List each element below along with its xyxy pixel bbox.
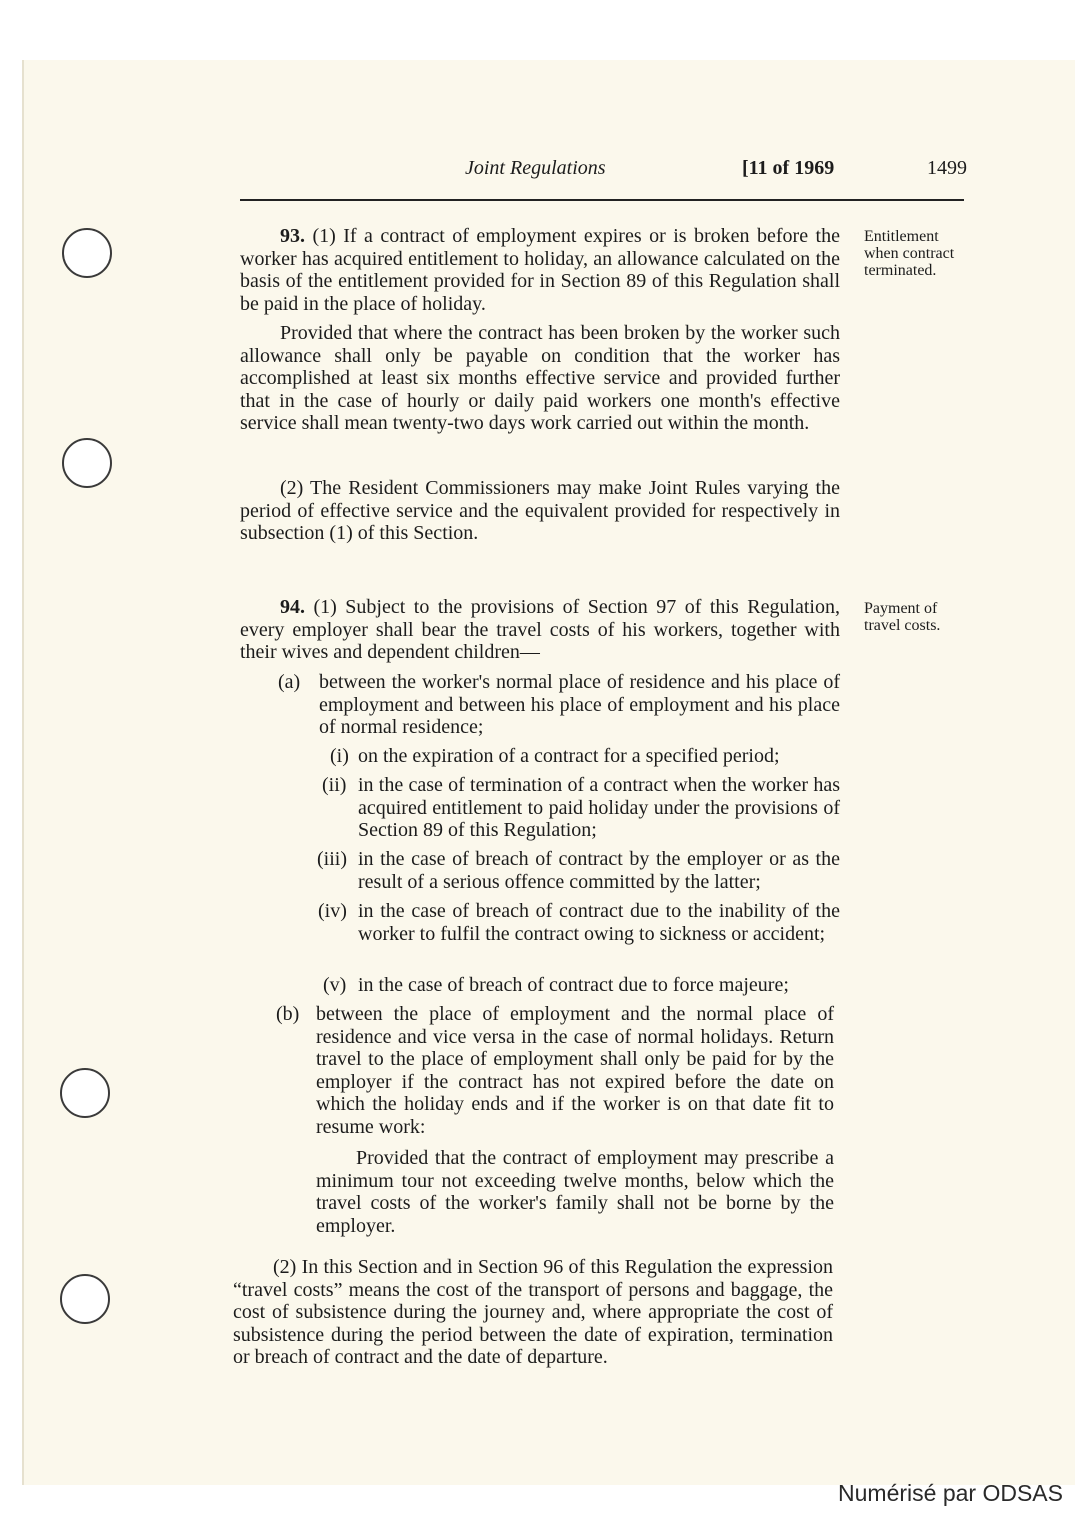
punch-hole <box>62 228 112 278</box>
section-number: 94. <box>280 596 305 618</box>
punch-hole <box>60 1274 110 1324</box>
header-rule <box>240 199 964 201</box>
header-act-reference: [11 of 1969 <box>742 157 835 179</box>
section-number: 93. <box>280 225 305 247</box>
subclause-text: on the expiration of a contract for a specified period; <box>358 745 780 767</box>
subclause-label: (ii) <box>322 774 347 796</box>
clause-label: (a) <box>278 671 301 693</box>
section-93-subsection-2: (2) The Resident Commissioners may make Joint Rules varying the period of effective service and the equivalent provided for respectively in subsection (1) of this Section. <box>240 477 840 545</box>
subclause-label: (v) <box>323 974 347 996</box>
section-94-subsection-1: 94. (1) Subject to the provisions of Section 97 of this Regulation, every employer shall bear the travel costs of his workers, together with their wives and dependent children— <box>240 596 840 664</box>
punch-hole <box>62 438 112 488</box>
subclause-text: in the case of breach of contract by the employer or as the result of a serious offence committed by the latter; <box>358 848 840 893</box>
subclause-label: (i) <box>330 745 349 767</box>
subclause-text: in the case of breach of contract due to force majeure; <box>358 974 789 996</box>
running-header <box>240 157 970 187</box>
digitization-stamp: Numérisé par ODSAS <box>838 1480 1063 1506</box>
subclause-text: in the case of breach of contract due to the inability of the worker to fulfil the contract owing to sickness or accident; <box>358 900 840 945</box>
section-93-proviso: Provided that where the contract has been broken by the worker such allowance shall only be payable on condition that the worker has accomplished at least six months effective service and provided further that in the case of hourly or daily paid workers one month's effective service shall mean twenty-two days work carried out within the month. <box>240 322 840 435</box>
header-title: Joint Regulations <box>465 157 606 179</box>
clause-text: between the worker's normal place of residence and his place of employment and between his place of employment and his place of normal residence; <box>319 671 840 739</box>
margin-note-94: Payment of travel costs. <box>864 600 941 634</box>
subclause-label: (iv) <box>318 900 347 922</box>
section-94-subsection-2: (2) In this Section and in Section 96 of this Regulation the expression “travel costs” means the cost of the transport of persons and baggage, the cost of subsistence during the journey and, where appropriate the cost of subsistence during the period between the date of expiration, termination or breach of contract and the date of departure. <box>233 1256 833 1369</box>
margin-note-93: Entitlement when contract terminated. <box>864 228 955 279</box>
punch-hole <box>60 1068 110 1118</box>
subclause-label: (iii) <box>317 848 347 870</box>
section-93-subsection-1: 93. (1) If a contract of employment expires or is broken before the worker has acquired entitlement to holiday, an allowance calculated on the basis of the entitlement provided for in Section 89 of this Regulation shall be paid in the place of holiday. <box>240 225 840 315</box>
clause-b-proviso: Provided that the contract of employment may prescribe a minimum tour not exceeding twelve months, below which the travel costs of the worker's family shall not be borne by the employer. <box>316 1147 834 1237</box>
clause-label: (b) <box>276 1003 300 1025</box>
page-edge <box>22 60 24 1485</box>
page-number: 1499 <box>927 157 967 179</box>
subclause-text: in the case of termination of a contract when the worker has acquired entitlement to paid holiday under the provisions of Section 89 of this Regulation; <box>358 774 840 842</box>
clause-text: between the place of employment and the normal place of residence and vice versa in the case of normal holidays. Return travel to the place of employment shall only be paid for by the employer if the contract has not expired before the date on which the holiday ends and if the worker is on that date fit to resume work: <box>316 1003 834 1138</box>
